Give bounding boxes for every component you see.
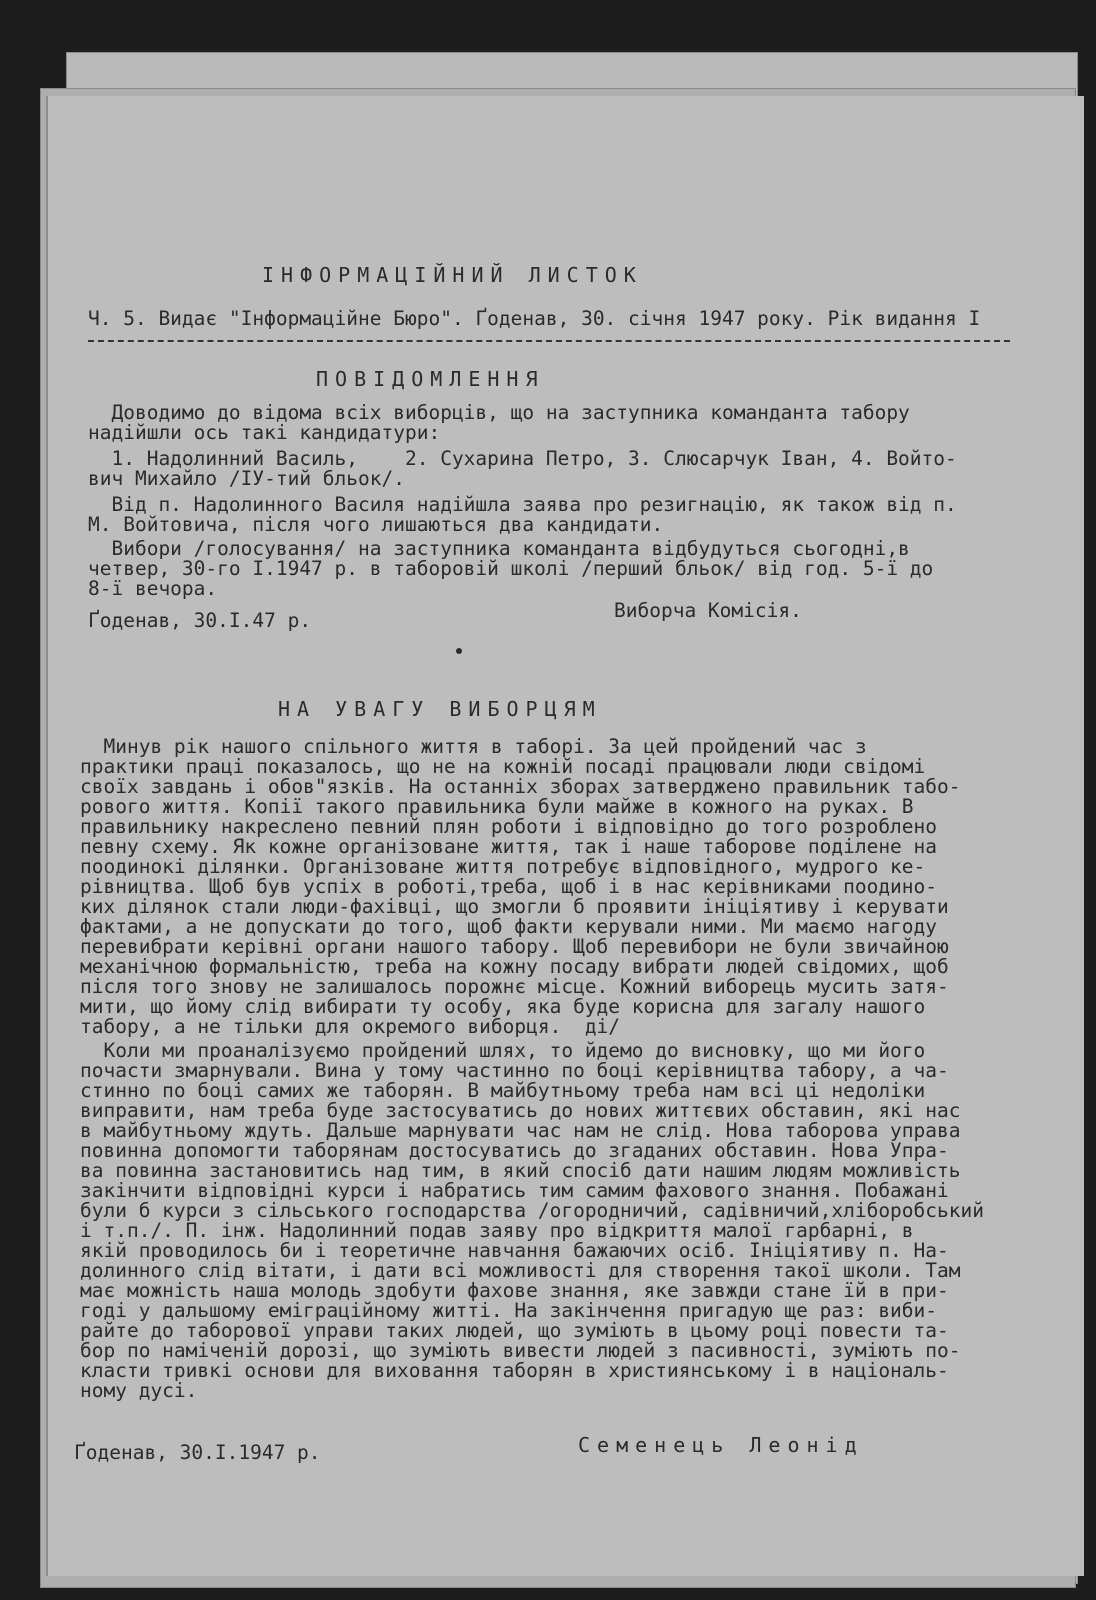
text-line: механічною формальністю, треба на кожну посаду вибрати людей свідомих, щоб xyxy=(80,955,949,978)
text-line: виправити, нам треба буде застосуватись до нових життєвих обставин, які нас xyxy=(80,1099,961,1122)
text-line: якій проводилось би і теоретичне навчання бажаючих осіб. Ініціятиву п. На- xyxy=(80,1239,949,1262)
text-line: надійшли ось такі кандидатури: xyxy=(88,421,441,444)
text-line: своїх завдань і обов"язків. На останніх зборах затверджено правильник табо- xyxy=(80,775,961,798)
appeal-place-date: Ґоденав, 30.І.1947 р. xyxy=(74,1441,321,1464)
appeal-heading: НА УВАГУ ВИБОРЦЯМ xyxy=(278,697,602,721)
ink-dot xyxy=(456,648,462,654)
text-line: були б курси з сільського господарства /огородничий, садівничий,хліборобський xyxy=(80,1199,984,1222)
text-line: табору, а не тільки для окремого виборця. ді/ xyxy=(80,1015,621,1038)
text-line: Від п. Надолинного Василя надійшла заява про резигнацію, як також від п. xyxy=(88,493,957,516)
text-line: почасти змарнували. Вина у тому частинно по боці керівництва табору, а ча- xyxy=(80,1059,949,1082)
text-line: вич Михайло /ІУ-тий бльок/. xyxy=(88,467,405,490)
text-line: 8-ї вечора. xyxy=(88,577,218,600)
text-line: поодинокі ділянки. Організоване життя потребує відповідного, мудрого ке- xyxy=(80,855,926,878)
text-line: в майбутньому ждуть. Дальше марнувати час нам не слід. Нова таборова управа xyxy=(80,1119,961,1142)
text-line: Вибори /голосування/ на заступника команданта відбудуться сьогодні,в xyxy=(88,537,910,560)
announcement-heading: ПОВІДОМЛЕННЯ xyxy=(316,367,545,391)
text-line: правильнику накреслено певний плян роботи і відповідно до того розроблено xyxy=(80,815,938,838)
text-line: долинного слід вітати, і дати всі можливості для створення такої школи. Там xyxy=(80,1259,961,1282)
text-line: Коли ми проаналізуємо пройдений шлях, то йдемо до висновку, що ми його xyxy=(80,1039,926,1062)
text-line: ному дусі. xyxy=(80,1379,198,1402)
dashed-rule xyxy=(88,340,1010,342)
text-line: райте до таборової управи таких людей, що зуміють в цьому році повести та- xyxy=(80,1319,949,1342)
text-line: класти тривкі основи для виховання таборян в християнському і в національ- xyxy=(80,1359,949,1382)
text-line: бор по наміченій дорозі, що зуміють вивести людей з пасивності, зуміють по- xyxy=(80,1339,961,1362)
text-line: практики праці показалось, що не на кожній посаді працювали люди свідомі xyxy=(80,755,926,778)
text-line: Минув рік нашого спільного життя в таборі. За цей пройдений час з xyxy=(80,735,867,758)
text-line: має можність наша молодь здобути фахове знання, яке завжди стане їй в при- xyxy=(80,1279,949,1302)
text-line: перевибрати керівні органи нашого табору. Щоб перевибори не були звичайною xyxy=(80,935,949,958)
document-page xyxy=(46,96,1084,1576)
text-line: повинна допомогти таборянам достосуватись до згаданих обставин. Нова Упра- xyxy=(80,1139,949,1162)
text-line: фактами, а не допускати до того, щоб факти керували ними. Ми маємо нагоду xyxy=(80,915,938,938)
text-line: і т.п./. П. інж. Надолинний подав заяву про відкриття малої гарбарні, в xyxy=(80,1219,914,1242)
text-line: рівництва. Щоб був успіх в роботі,треба, щоб і в нас керівниками поодино- xyxy=(80,875,938,898)
announcement-signature: Виборча Комісія. xyxy=(614,599,802,622)
text-line: після того знову не залишалось порожнє місце. Кожний виборець мусить затя- xyxy=(80,975,949,998)
issue-line: Ч. 5. Видає "Інформаційне Бюро". Ґоденав, 30. січня 1947 року. Рік видання І xyxy=(88,307,981,330)
text-line: рового життя. Копії такого правильника були майже в кожного на руках. В xyxy=(80,795,914,818)
text-line: 1. Надолинний Василь, 2. Сухарина Петро, 3. Слюсарчук Іван, 4. Войто- xyxy=(88,447,957,470)
text-line: мити, що йому слід вибирати ту особу, яка буде корисна для загалу нашого xyxy=(80,995,926,1018)
text-line: закінчити відповідні курси і набратись тим самим фахового знання. Побажані xyxy=(80,1179,949,1202)
text-line: стинно по боці самих же таборян. В майбутньому треба нам всі ці недоліки xyxy=(80,1079,926,1102)
announcement-place-date: Ґоденав, 30.І.47 р. xyxy=(88,609,312,632)
text-line: Доводимо до відома всіх виборців, що на заступника команданта табору xyxy=(88,401,910,424)
text-line: М. Войтовича, після чого лишаються два кандидати. xyxy=(88,513,664,536)
document-title: ІНФОРМАЦІЙНИЙ ЛИСТОК xyxy=(262,263,643,287)
text-line: ва повинна застановитись над тим, в який спосіб дати нашим людям можливість xyxy=(80,1159,961,1182)
appeal-signature: Семенець Леонід xyxy=(578,1433,864,1457)
text-line: ких ділянок стали люди-фахівці, що змогли б проявити ініціятиву і керувати xyxy=(80,895,949,918)
text-line: годі у дальшому еміграційному житті. На закінчення пригадую ще раз: виби- xyxy=(80,1299,938,1322)
text-line: четвер, 30-го І.1947 р. в таборовій школі /перший бльок/ від год. 5-ї до xyxy=(88,557,934,580)
text-line: певну схему. Як кожне організоване життя, так і наше таборове поділене на xyxy=(80,835,938,858)
